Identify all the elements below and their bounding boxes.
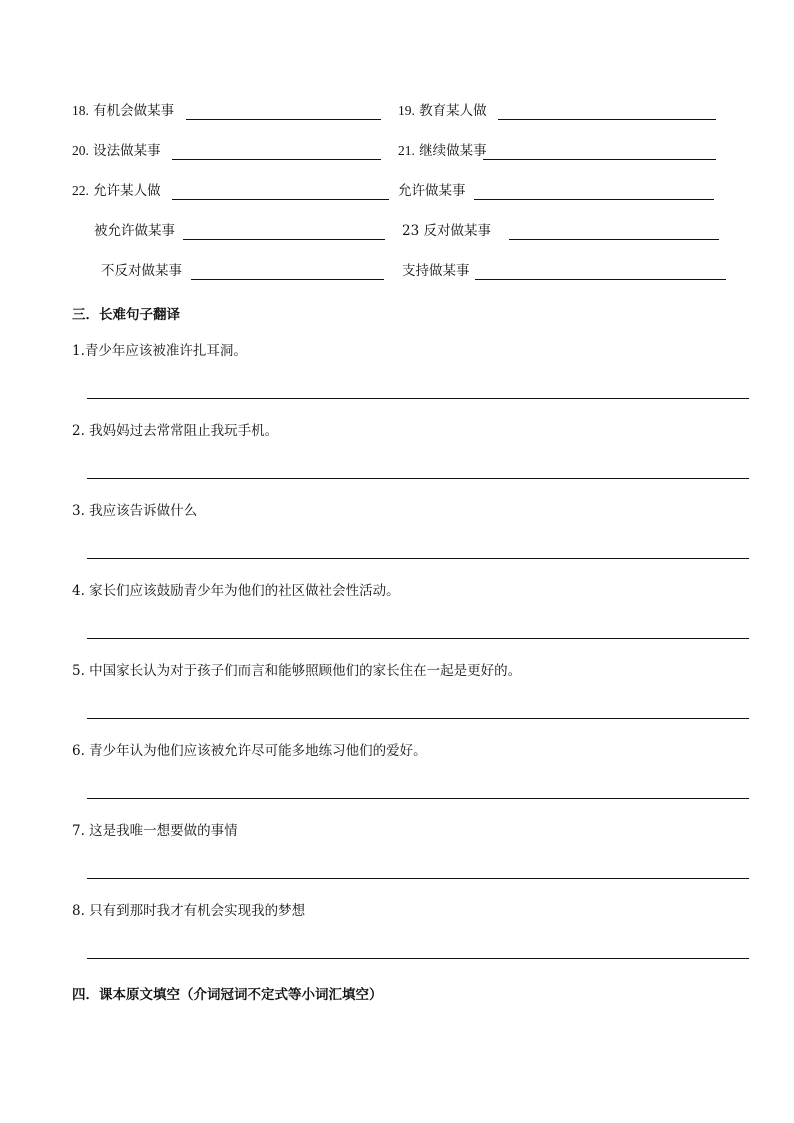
sentence-5: 5. 中国家长认为对于孩子们而言和能够照顾他们的家长住在一起是更好的。 xyxy=(72,663,522,679)
answer-blank-21[interactable] xyxy=(483,159,716,160)
vocab-item-19 xyxy=(398,103,487,119)
answer-blank-19[interactable] xyxy=(498,119,716,120)
translation-line-5[interactable] xyxy=(87,718,749,719)
vocab-item-20 xyxy=(72,143,161,159)
translation-line-1[interactable] xyxy=(87,398,749,399)
vocab-item-23c xyxy=(402,263,470,279)
section-4-heading: 四．课本原文填空（介词冠词不定式等小词汇填空） xyxy=(72,987,383,1003)
sentence-4: 4. 家长们应该鼓励青少年为他们的社区做社会性活动。 xyxy=(72,583,400,599)
translation-line-3[interactable] xyxy=(87,558,749,559)
sentence-3: 3. 我应该告诉做什么 xyxy=(72,503,198,519)
item-label: 23 反对做某事 xyxy=(402,223,491,239)
item-number: 18. xyxy=(72,103,89,118)
item-label: 被允许做某事 xyxy=(94,223,175,239)
answer-blank-23[interactable] xyxy=(509,239,719,240)
vocab-item-22 xyxy=(72,183,161,199)
translation-line-6[interactable] xyxy=(87,798,749,799)
sentence-8: 8. 只有到那时我才有机会实现我的梦想 xyxy=(72,903,306,919)
answer-blank-22[interactable] xyxy=(172,199,389,200)
answer-blank-23b[interactable] xyxy=(191,279,384,280)
vocab-item-21 xyxy=(398,143,487,159)
item-number: 21. xyxy=(398,143,415,158)
sentence-1: 1.青少年应该被准许扎耳洞。 xyxy=(72,343,247,359)
translation-line-2[interactable] xyxy=(87,478,749,479)
item-label: 有机会做某事 xyxy=(93,103,175,119)
answer-blank-22b[interactable] xyxy=(474,199,714,200)
item-number: 19. xyxy=(398,103,415,118)
translation-line-4[interactable] xyxy=(87,638,749,639)
item-label: 允许做某事 xyxy=(398,183,466,199)
vocab-item-23 xyxy=(402,223,491,239)
item-label: 不反对做某事 xyxy=(101,263,182,279)
sentence-2: 2. 我妈妈过去常常阻止我玩手机。 xyxy=(72,423,279,439)
item-label: 支持做某事 xyxy=(402,263,470,279)
item-number: 20. xyxy=(72,143,89,158)
answer-blank-22c[interactable] xyxy=(183,239,385,240)
item-label: 允许某人做 xyxy=(93,183,161,199)
translation-line-8[interactable] xyxy=(87,958,749,959)
sentence-6: 6. 青少年认为他们应该被允许尽可能多地练习他们的爱好。 xyxy=(72,743,427,759)
answer-blank-23c[interactable] xyxy=(475,279,726,280)
vocab-item-18 xyxy=(72,103,174,119)
item-label: 教育某人做 xyxy=(419,103,487,119)
item-label: 设法做某事 xyxy=(93,143,161,159)
vocab-item-22b xyxy=(398,183,466,199)
item-label: 继续做某事 xyxy=(419,143,487,159)
section-3-heading: 三．长难句子翻译 xyxy=(72,307,180,323)
sentence-7: 7. 这是我唯一想要做的事情 xyxy=(72,823,238,839)
answer-blank-20[interactable] xyxy=(172,159,381,160)
answer-blank-18[interactable] xyxy=(186,119,381,120)
item-number: 22. xyxy=(72,183,89,198)
translation-line-7[interactable] xyxy=(87,878,749,879)
vocab-item-22c xyxy=(94,223,175,239)
vocab-item-23b xyxy=(101,263,182,279)
